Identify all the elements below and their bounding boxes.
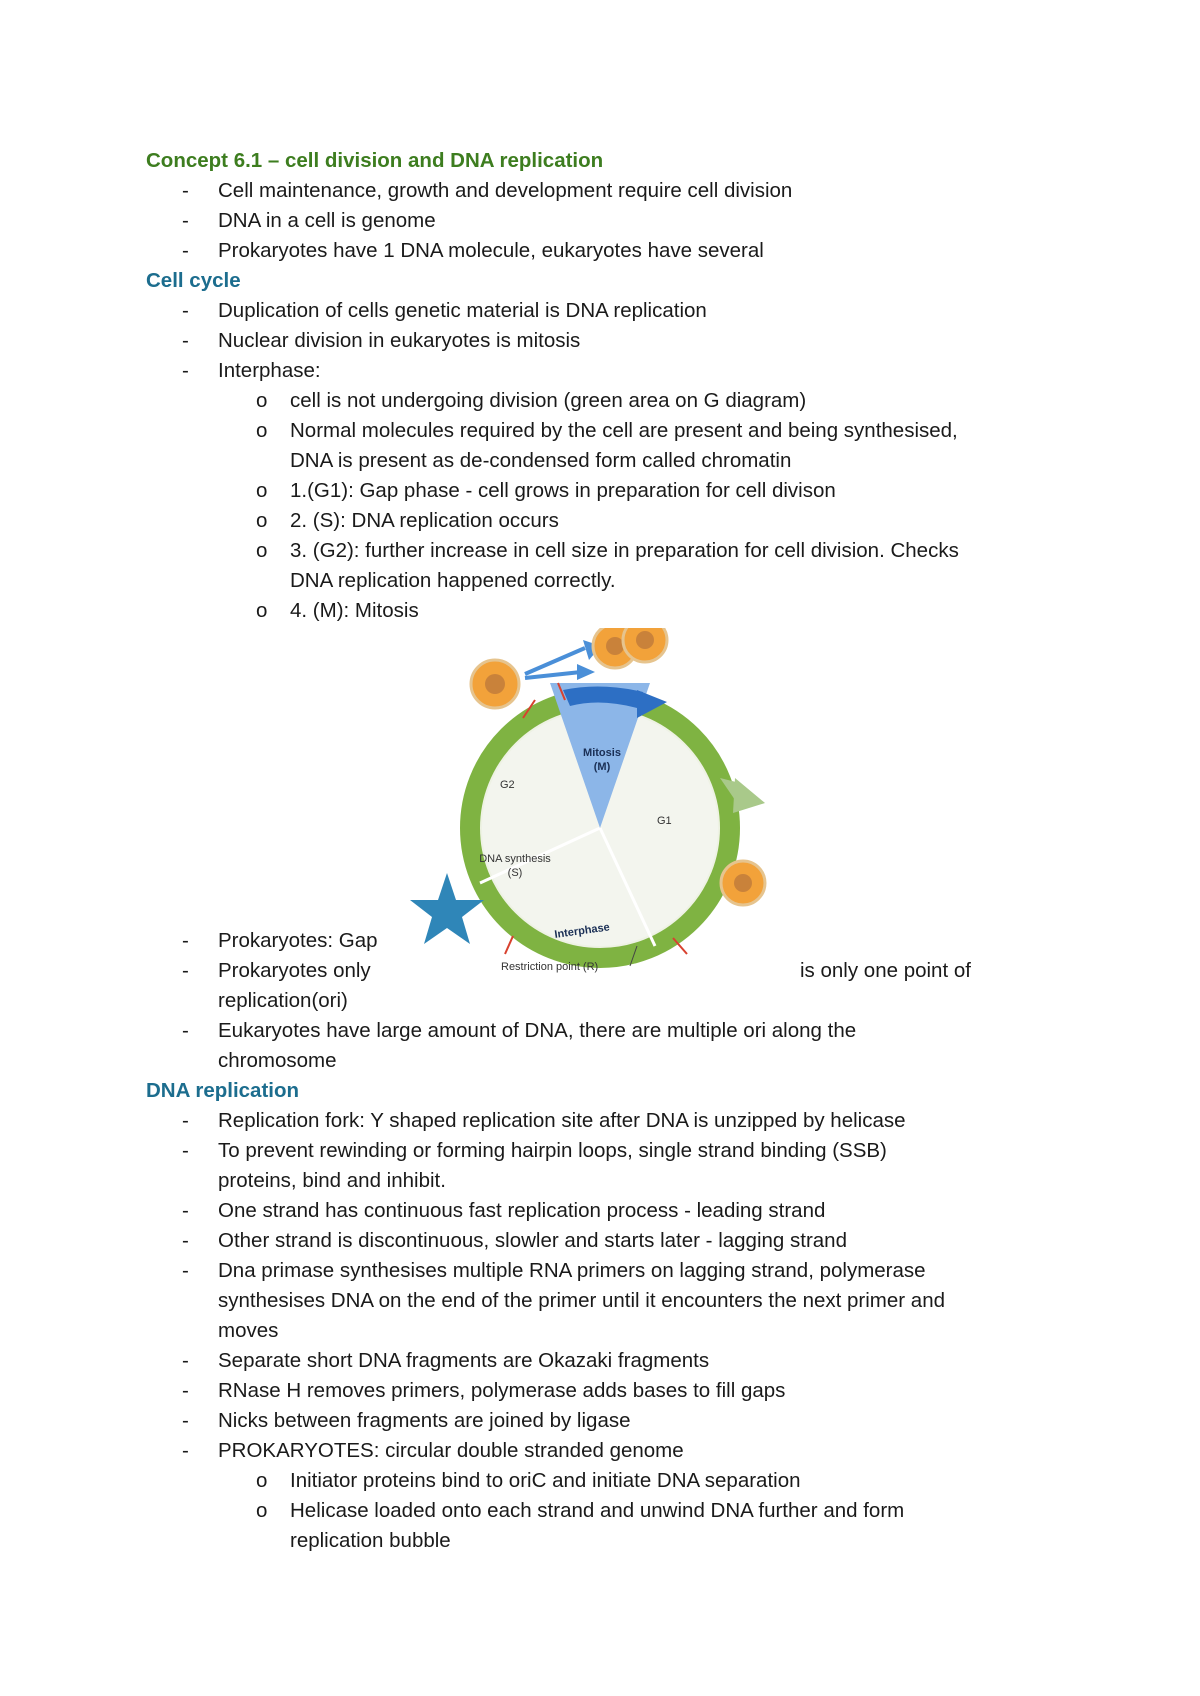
dna-replication-bullet-continued: proteins, bind and inhibit.: [218, 1169, 446, 1192]
circle-marker: o: [256, 509, 268, 532]
cell-cycle-heading: Cell cycle: [146, 269, 241, 292]
dash-marker: -: [182, 1439, 189, 1462]
cell-icon: [623, 628, 667, 662]
interphase-item: 1.(G1): Gap phase - cell grows in preparation for cell divison: [290, 479, 836, 502]
dash-marker: -: [182, 239, 189, 262]
dash-marker: -: [182, 1199, 189, 1222]
dna-replication-bullet: PROKARYOTES: circular double stranded genome: [218, 1439, 684, 1462]
dash-marker: -: [182, 1229, 189, 1252]
concept-bullet: DNA in a cell is genome: [218, 209, 436, 232]
prokaryote-item: Initiator proteins bind to oriC and initiate DNA separation: [290, 1469, 801, 1492]
cell-cycle-bullet-continued: replication(ori): [218, 989, 348, 1012]
arrow-icon: [577, 664, 595, 680]
interphase-item: Normal molecules required by the cell are present and being synthesised,: [290, 419, 958, 442]
dash-marker: -: [182, 1409, 189, 1432]
dna-replication-bullet: RNase H removes primers, polymerase adds bases to fill gaps: [218, 1379, 786, 1402]
dash-marker: -: [182, 329, 189, 352]
cell-cycle-bullet: Prokaryotes: Gap: [218, 929, 378, 952]
dna-replication-bullet: Replication fork: Y shaped replication site after DNA is unzipped by helicase: [218, 1109, 906, 1132]
circle-marker: o: [256, 419, 268, 442]
circle-marker: o: [256, 599, 268, 622]
dash-marker: -: [182, 1109, 189, 1132]
checkpoint-mark: [505, 936, 513, 954]
dash-marker: -: [182, 299, 189, 322]
concept-heading: Concept 6.1 – cell division and DNA replication: [146, 149, 604, 172]
circle-marker: o: [256, 539, 268, 562]
cell-cycle-bullet: Prokaryotes only: [218, 959, 371, 982]
dna-replication-bullet-continued: synthesises DNA on the end of the primer until it encounters the next primer and: [218, 1289, 945, 1312]
cell-cycle-bullet: Interphase:: [218, 359, 321, 382]
g1-label: G1: [657, 815, 672, 827]
arrow-icon: [733, 778, 765, 813]
cell-icon: [721, 861, 765, 905]
dash-marker: -: [182, 1139, 189, 1162]
interphase-item: 4. (M): Mitosis: [290, 599, 419, 622]
dash-marker: -: [182, 959, 189, 982]
dash-marker: -: [182, 179, 189, 202]
dna-replication-bullet: Separate short DNA fragments are Okazaki fragments: [218, 1349, 710, 1372]
dash-marker: -: [182, 359, 189, 382]
dash-marker: -: [182, 209, 189, 232]
dna-replication-bullet-continued: moves: [218, 1319, 279, 1342]
concept-bullet: Cell maintenance, growth and development require cell division: [218, 179, 793, 202]
interphase-item: 3. (G2): further increase in cell size in preparation for cell division. Checks: [290, 539, 959, 562]
interphase-label: Interphase: [553, 921, 611, 941]
cell-cycle-bullet-continued: chromosome: [218, 1049, 337, 1072]
circle-marker: o: [256, 1499, 268, 1522]
interphase-item-continued: DNA is present as de-condensed form called chromatin: [290, 449, 792, 472]
prokaryote-item: Helicase loaded onto each strand and unwind DNA further and form: [290, 1499, 905, 1522]
cell-cycle-bullet: Nuclear division in eukaryotes is mitosis: [218, 329, 581, 352]
mitosis-sub-label: (M): [593, 761, 611, 773]
s-sub-label: (S): [507, 867, 523, 879]
cell-cycle-bullet: Eukaryotes have large amount of DNA, there are multiple ori along the: [218, 1019, 857, 1042]
dna-replication-bullet: To prevent rewinding or forming hairpin loops, single strand binding (SSB): [218, 1139, 887, 1162]
cell-cycle-bullet: Duplication of cells genetic material is DNA replication: [218, 299, 707, 322]
cell-cycle-bullet-tail: is only one point of: [800, 959, 971, 982]
dash-marker: -: [182, 1379, 189, 1402]
g2-label: G2: [500, 779, 515, 791]
dash-marker: -: [182, 1259, 189, 1282]
restriction-point-label: Restriction point (R): [501, 961, 599, 973]
mitosis-label: Mitosis: [583, 747, 621, 759]
dna-replication-bullet: Nicks between fragments are joined by ligase: [218, 1409, 631, 1432]
dash-marker: -: [182, 1019, 189, 1042]
dash-marker: -: [182, 1349, 189, 1372]
circle-marker: o: [256, 389, 268, 412]
s-label: DNA synthesis: [479, 853, 551, 865]
circle-marker: o: [256, 1469, 268, 1492]
concept-bullet: Prokaryotes have 1 DNA molecule, eukaryotes have several: [218, 239, 764, 262]
interphase-item-continued: DNA replication happened correctly.: [290, 569, 616, 592]
dna-replication-bullet: Dna primase synthesises multiple RNA primers on lagging strand, polymerase: [218, 1259, 926, 1282]
dna-replication-heading: DNA replication: [146, 1079, 300, 1102]
prokaryote-item-continued: replication bubble: [290, 1529, 451, 1552]
cell-cycle-diagram: [405, 628, 800, 980]
cell-icon: [471, 660, 519, 708]
dna-replication-bullet: Other strand is discontinuous, slowler and starts later - lagging strand: [218, 1229, 847, 1252]
circle-marker: o: [256, 479, 268, 502]
interphase-item: cell is not undergoing division (green area on G diagram): [290, 389, 807, 412]
dash-marker: -: [182, 929, 189, 952]
dna-replication-bullet: One strand has continuous fast replication process - leading strand: [218, 1199, 826, 1222]
interphase-item: 2. (S): DNA replication occurs: [290, 509, 559, 532]
